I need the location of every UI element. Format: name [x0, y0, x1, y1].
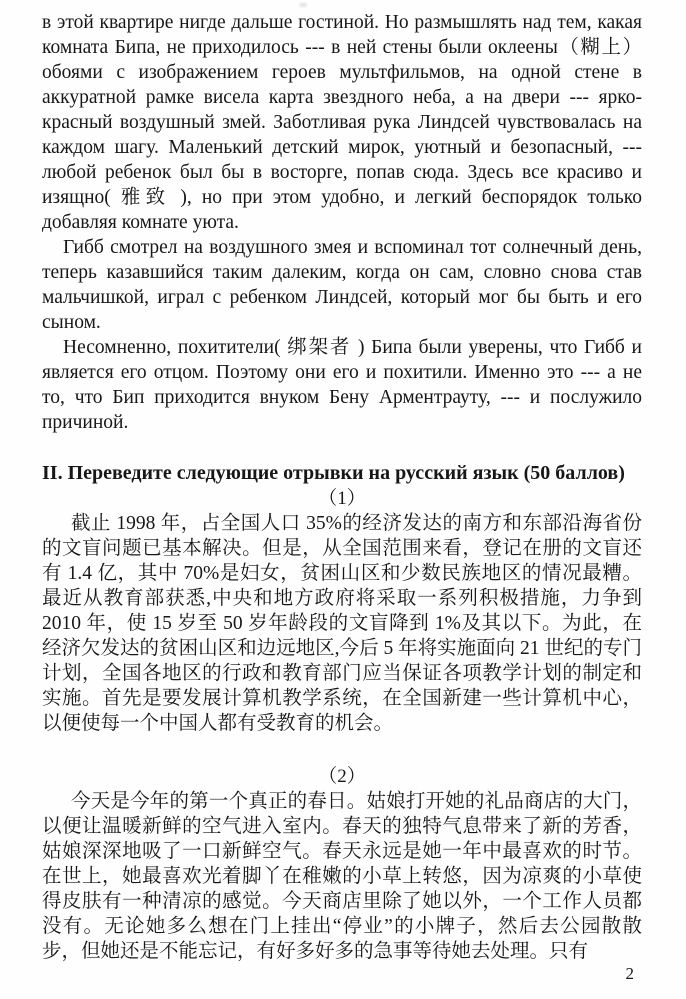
russian-paragraph-2: Гибб смотрел на воздушного змея и вспоминал тот солнечный день, теперь казавшийся таким далеким, когда он сам, словно снова став мальчишкой, играл с ребенком Линдсей, который мог бы быть и его сыном.: [42, 237, 642, 333]
scan-smudge-artifact: [299, 3, 307, 7]
chinese-passage-1: 截止 1998 年，占全国人口 35%的经济发达的南方和东部沿海省份的文盲问题已基本解决。但是，从全国范围来看，登记在册的文盲还有 1.4 亿，其中 70%是妇女，贫困山区和少数民族地区的情况最糟。最近从教育部获悉,中央和地方政府将采取一系列积极措施，力争到 2010 年，使 15 岁至 50 岁年龄段的文盲降到 1%及其以下。为此，在经济欠发达的贫困山区和边远地区,今后 5 年将实施面向 21 世纪的专门计划，全国各地区的行政和教育部门应当保证各项教学计划的制定和实施。首先是要发展计算机教学系统，在全国新建一些计算机中心，以便使每一个中国人都有受教育的机会。: [42, 513, 642, 734]
russian-paragraph-1: в этой квартире нигде дальше гостиной. Но размышлять над тем, какая комната Бипа, не приходилось --- в ней стены были оклеены（糊上） обоями с изображением героев мультфильмов, на одной стене в аккуратной рамке висела карта звездного неба, а на двери --- ярко-красный воздушный змей. Заботливая рука Линдсей чувствовалась на каждом шагу. Маленький детский мирок, уютный и безопасный, --- любой ребенок был бы в восторге, попав сюда. Здесь все красиво и изящно( 雅致 ), но при этом удобно, и легкий беспорядок только добавляя комнате уюта.: [42, 12, 642, 233]
passage-2-label: （2）: [318, 766, 366, 787]
passage-1-label: （1）: [318, 488, 366, 509]
chinese-passage-2: 今天是今年的第一个真正的春日。姑娘打开她的礼品商店的大门，以便让温暖新鲜的空气进入室内。春天的独特气息带来了新的芳香，姑娘深深地吸了一口新鲜空气。春天永远是她一年中最喜欢的时节。在世上，她最喜欢光着脚丫在稚嫩的小草上转悠，因为凉爽的小草使得皮肤有一种清凉的感觉。今天商店里除了她以外，一个工作人员都没有。无论她多么想在门上挂出“停业”的小牌子，然后去公园散散步，但她还是不能忘记，有好多好多的急事等待她去处理。只有: [42, 791, 642, 962]
page-number: 2: [625, 964, 634, 983]
translation-section-heading: II. Переведите следующие отрывки на русский язык (50 баллов): [42, 462, 625, 484]
russian-paragraph-3: Несомненно, похитители( 绑架者 ) Бипа были уверены, что Гибб и является его отцом. Поэтому они его и похитили. Именно это --- а не то, что Бип приходится внуком Бену Арментрауту, --- и послужило причиной.: [42, 337, 642, 433]
